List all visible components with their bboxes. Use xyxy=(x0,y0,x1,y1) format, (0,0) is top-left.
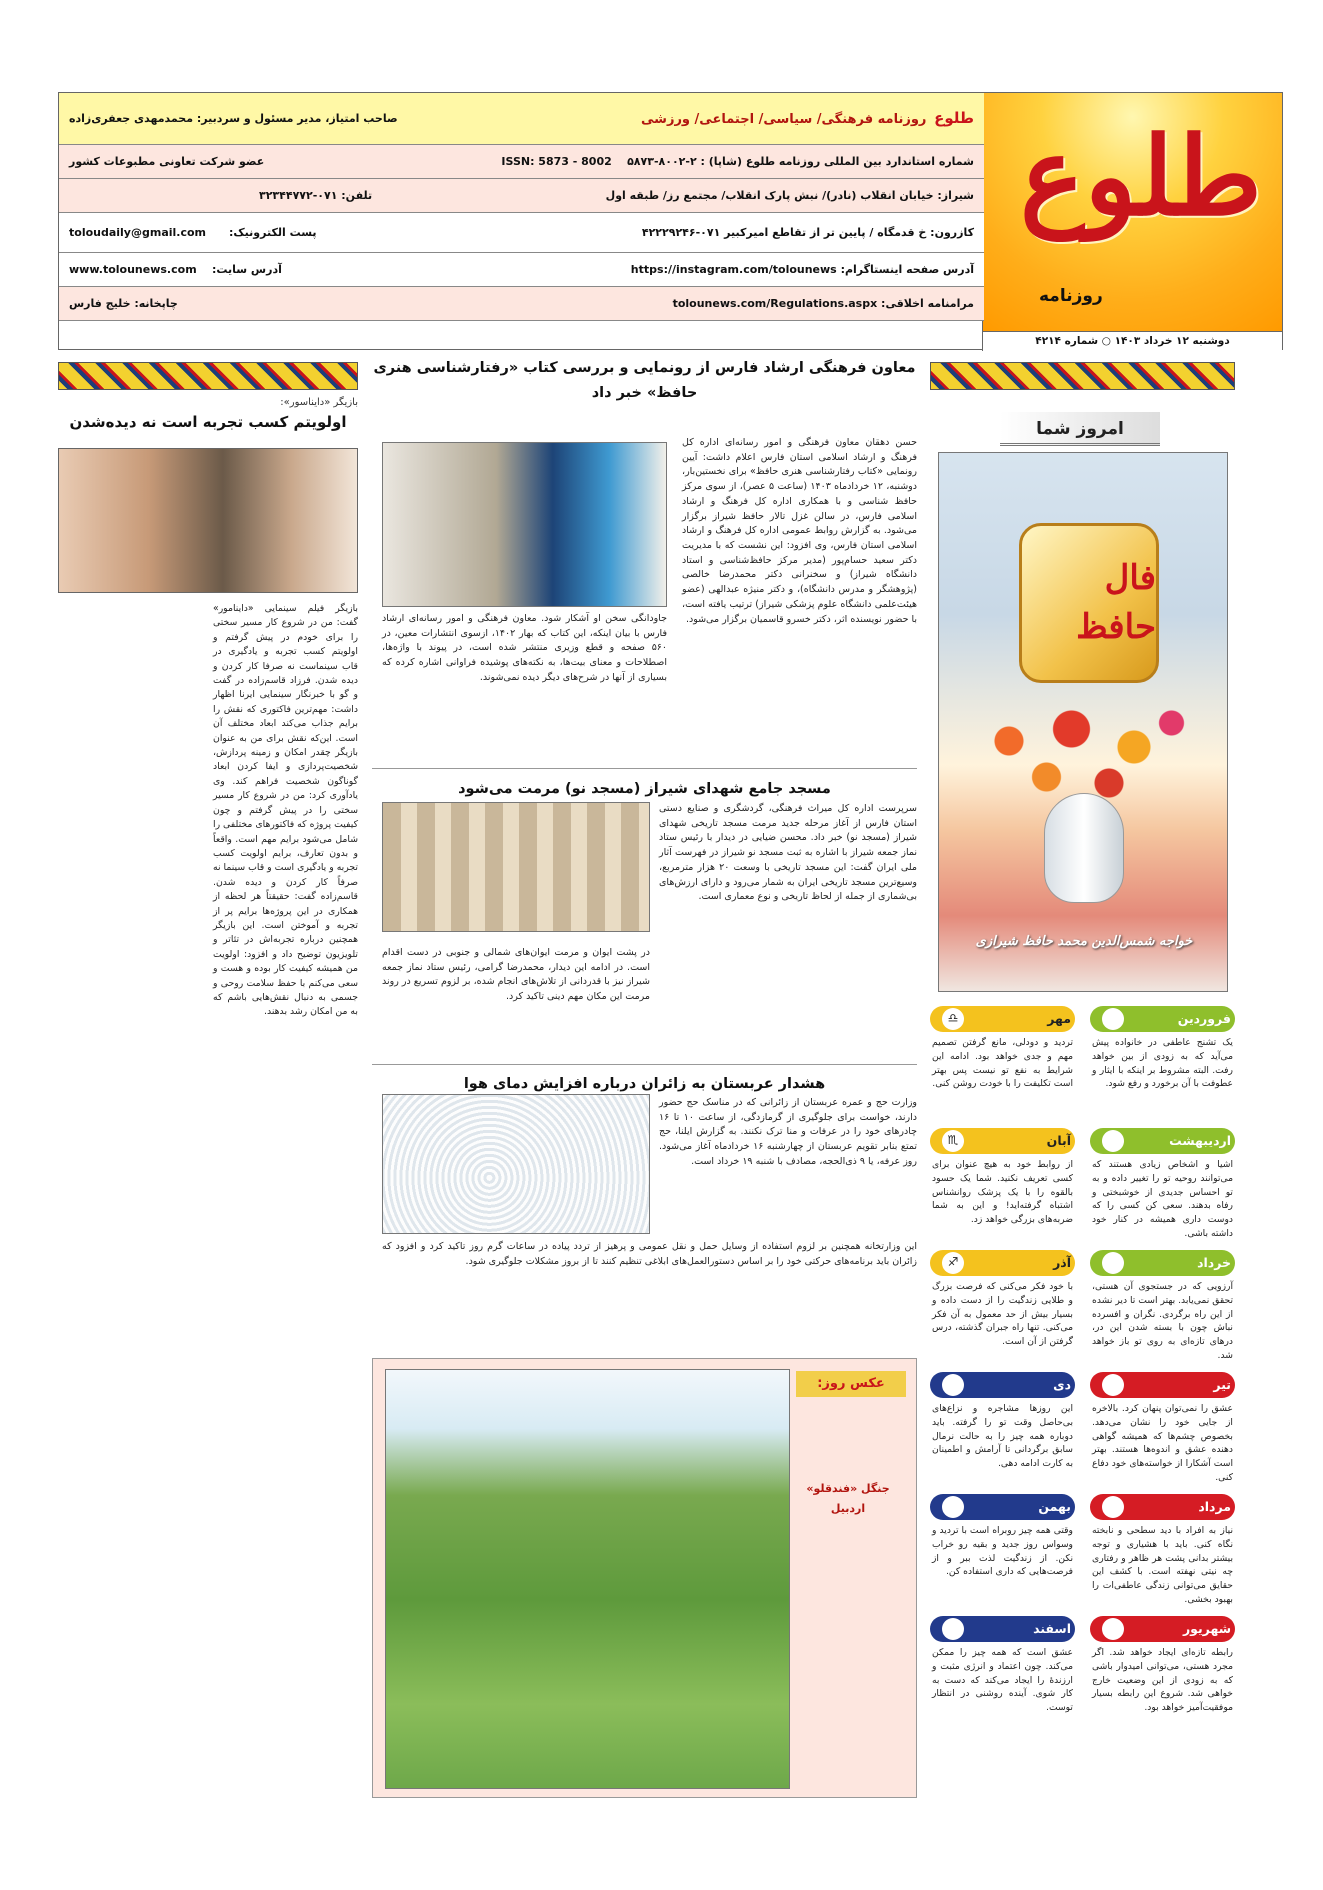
sign-name: اسفند xyxy=(1033,1620,1071,1636)
masthead-row-issn xyxy=(59,145,984,179)
member-line: عضو شرکت تعاونی مطبوعات کشور xyxy=(69,154,265,168)
sign-name: آبان xyxy=(1046,1132,1071,1148)
pilgrims-photo xyxy=(382,1094,650,1234)
fal-hafez-illustration xyxy=(938,452,1228,992)
sign-header xyxy=(1090,1372,1235,1398)
logo xyxy=(982,93,1282,331)
cancer-icon: ♋ xyxy=(1102,1374,1124,1396)
article-headline[interactable]: معاون فرهنگی ارشاد فارس از رونمایی و بررسی کتاب «رفتارشناسی هنری حافظ» خبر داد xyxy=(373,360,916,401)
mosque-photo xyxy=(382,802,650,932)
address-kazerun: کازرون: خ قدمگاه / پایین تر از تقاطع امیرکبیر ۰۷۱-۴۲۲۲۹۲۴۶ xyxy=(641,225,974,239)
phone: تلفن: ۰۷۱-۳۲۳۴۴۷۷۲ xyxy=(259,188,373,202)
issn-line: شماره استاندارد بین المللی روزنامه طلوع (شاپا) : ۲-۸۰۰۲-۵۸۷۳ xyxy=(627,154,974,168)
sign-text: با خود فکر می‌کنی که فرصت بزرگ و طلایی زندگیت را از دست داده و بسیار بیش از حد معمول به آن فکر می‌کنی. تنها راه جبران گذشته، درس گرفتن از آن است. xyxy=(932,1281,1073,1348)
ethics-link[interactable]: tolounews.com/Regulations.aspx xyxy=(672,296,878,310)
forest-landscape-photo xyxy=(385,1369,790,1789)
aries-icon: ♈ xyxy=(1102,1008,1124,1030)
article-headline[interactable]: مسجد جامع شهدای شیراز (مسجد نو) مرمت می‌شود xyxy=(458,781,831,797)
photo-day-title: عکس روز: xyxy=(796,1371,906,1397)
masthead xyxy=(58,92,1283,350)
sign-dey xyxy=(930,1372,1075,1494)
interview-column xyxy=(58,356,358,1804)
address-shiraz: شیراز: خیابان انقلاب (نادر)/ نبش پارک انقلاب/ مجتمع رز/ طبقه اول xyxy=(605,188,974,202)
sign-name: دی xyxy=(1053,1376,1071,1392)
sign-name: مرداد xyxy=(1198,1498,1231,1514)
sign-ordibehesht xyxy=(1090,1128,1235,1250)
pisces-icon: ♓ xyxy=(942,1618,964,1640)
email-label: پست الکترونیک: xyxy=(229,225,317,239)
sign-text: از روابط خود به هیچ عنوان برای کسی تعریف نکنید. شما یک حسود بالقوه را با یک پزشک روانشناس اشتباه گرفته‌اید! و این به شما ضربه‌های بزرگی خواهد زد. xyxy=(932,1159,1073,1226)
masthead-row-web xyxy=(59,253,984,287)
fal-signature: خواجه شمس‌الدین محمد حافظ شیرازی xyxy=(975,934,1193,949)
sign-header xyxy=(930,1128,1075,1154)
sign-header xyxy=(1090,1006,1235,1032)
article-body-continued: در پشت ایوان و مرمت ایوان‌های شمالی و جنوبی در دست اقدام است. در ادامه این دیدار، محمدرضا گرامی، رئیس ستاد نماز جمعه شیراز نیز با قدردانی از تلاش‌های انجام شده، بر لزوم تسریع در روند مرمت این مکان مهم دینی تاکید کرد. xyxy=(382,947,650,1003)
leo-icon: ♌ xyxy=(1102,1496,1124,1518)
photo-day-caption: جنگل «فندقلو» اردبیل xyxy=(806,1482,890,1515)
news-column xyxy=(372,356,917,1804)
gemini-icon: ♊ xyxy=(1102,1252,1124,1274)
capricorn-icon: ♑ xyxy=(942,1374,964,1396)
sign-header xyxy=(930,1006,1075,1032)
issue-date: دوشنبه ۱۲ خرداد ۱۴۰۳ ○ شماره ۴۲۱۴ xyxy=(982,331,1282,351)
article-body-continued: این وزارتخانه همچنین بر لزوم استفاده از وسایل حمل و نقل عمومی و پرهیز از تردد پیاده در ساعات گرم روز تاکید کرد و افزود که زائران باید برنامه‌های حرکتی خود را بر اساس دستورالعمل‌های ابلاغی تنظیم کنند تا از بروز مشکلات جلوگیری شود. xyxy=(382,1241,917,1267)
masthead-row-kazerun xyxy=(59,213,984,253)
sign-aban xyxy=(930,1128,1075,1250)
sign-name: بهمن xyxy=(1038,1498,1071,1514)
sign-text: اشیا و اشخاص زیادی هستند که می‌توانند روحیه تو را تغییر داده و به تو احساس جدیدی از خوشبختی و رفاه بدهند. سعی کن کسی را که دوست داری همیشه در کنار خود داشته باشی. xyxy=(1092,1159,1233,1239)
sign-farvardin xyxy=(1090,1006,1235,1128)
sign-esfand xyxy=(930,1616,1075,1738)
article-headline[interactable]: هشدار عربستان به زائران درباره افزایش دمای هوا xyxy=(463,1076,826,1092)
masthead-row-brand xyxy=(59,93,984,145)
divider xyxy=(372,1064,917,1065)
sign-text: نیاز به افراد با دید سطحی و نابخته نگاه کنی. باید با هشیاری و توجه بیشتر بدانی پشت هر ظاهر و رفتاری چه نیتی نهفته است. با کشف این حقایق می‌توانی زندگی عاطفی‌ات را بهبود بخشی. xyxy=(1092,1525,1233,1605)
sign-azar xyxy=(930,1250,1075,1372)
sign-header xyxy=(930,1494,1075,1520)
sign-text: عشق است که همه چیز را ممکن می‌کند. چون اعتماد و انرژی مثبت و ارزندهٔ را ایجاد می‌کند که دست به کار شوی. آینده روشنی در انتظار توست. xyxy=(932,1647,1073,1714)
owner-line: صاحب امتیاز، مدیر مسئول و سردبیر: محمدمهدی جعفری‌زاده xyxy=(69,111,398,125)
sign-text: رابطه تازه‌ای ایجاد خواهد شد. اگر مجرد هستی، می‌توانی امیدوار باشی که به زودی از این وضعیت خارج خواهی شد. شروع این رابطه بسیار موفقیت‌آمیز خواهد بود. xyxy=(1092,1647,1233,1714)
sign-name: مهر xyxy=(1047,1010,1071,1026)
sign-shahrivar xyxy=(1090,1616,1235,1738)
article-body: بازیگر فیلم سینمایی «داینامور» گفت: من در شروع کار مسیر سختی را برای خودم در پیش گرفتم و اولویتم کسب تجربه و یادگیری در قاب سینماست نه صرفا کار کردن و دیده شدن. فرزاد قاسم‌زاده در گفت و گو با خبرنگار سینمایی ایرنا اظهار داشت: مهم‌ترین فاکتوری که نقش را برایم جذاب می‌کند ابعاد مختلف آن است. این‌که نقش برای من به عنوان بازیگر چقدر امکان و زمینه پردازش، شخصیت‌پردازی و ایفا کردن ابعاد گوناگون شخصیت فراهم کند. وی یادآوری کرد: من در شروع کار مسیر سختی را در پیش گرفتم و چون کیفیت پروژه که فاکتورهای مختلفی را شامل می‌شود برایم مهم است. واقعاً و بدون تعارف، برایم اولویت کسب تجربه و یادگیری است و قاب سینما نه صرفاً کار کردن و دیده شدن. قاسم‌زاده گفت: حقیقتاً هر لحظه از همکاری در این پروژه‌ها برایم پر از تجربه و آموختن است. این بازیگر همچنین درباره تجربه‌اش در تئاتر و تلویزیون توضیح داد و افزود: اولویت من همیشه کیفیت کار بوده و هست و سعی می‌کنم با حفظ سلامت روحی و جسمی به دنبال نقش‌هایی باشم که به من امکان رشد بدهند. xyxy=(213,603,358,1018)
sign-name: شهریور xyxy=(1182,1620,1231,1636)
sign-text: تردید و دودلی، مانع گرفتن تصمیم مهم و جدی خواهد بود. ادامه این شرایط به نفع تو نیست پس بهتر است تکلیفت را با خودت روشن کنی. xyxy=(932,1037,1073,1090)
sagittarius-icon: ♐ xyxy=(942,1252,964,1274)
masthead-row-ethics xyxy=(59,287,984,321)
logo-text: طلوع xyxy=(1020,114,1262,240)
taurus-icon: ♉ xyxy=(1102,1130,1124,1152)
sign-header xyxy=(930,1372,1075,1398)
sign-text: آرزویی که در جستجوی آن هستی، تحقق نمی‌یابد. بهتر است تا دیر نشده از این راه برگردی. نگران و افسرده نباش چون با بسته شدن این در، درهای تازه‌ای به روی تو باز خواهد شد. xyxy=(1092,1281,1233,1361)
sign-header xyxy=(1090,1128,1235,1154)
vase-graphic xyxy=(1044,793,1124,903)
sign-text: یک تشنج عاطفی در خانواده پیش می‌آید که به زودی از بین خواهد رفت. البته مشروط بر اینکه با ایثار و عطوفت با آن برخورد و رفع شود. xyxy=(1092,1037,1233,1090)
photo-of-the-day xyxy=(372,1358,917,1798)
sign-header xyxy=(1090,1616,1235,1642)
sign-text: عشق را نمی‌توان پنهان کرد. بالاخره از جایی خود را نشان می‌دهد. بخصوص چشم‌ها که همیشه گواهی دهنده عشق و اندوه‌ها هستند. بهتر است آشکارا از خواسته‌های خود دفاع کنی. xyxy=(1092,1403,1233,1483)
sign-header xyxy=(1090,1494,1235,1520)
article-headline[interactable]: اولویتم کسب تجربه است نه دیده‌شدن xyxy=(69,413,347,431)
email-link[interactable]: toloudaily@gmail.com xyxy=(69,225,207,239)
sign-bahman xyxy=(930,1494,1075,1616)
decorative-pattern-left xyxy=(58,362,358,390)
sign-header xyxy=(930,1616,1075,1642)
sign-mordad xyxy=(1090,1494,1235,1616)
brand-sections: روزنامه فرهنگی/ سیاسی/ اجتماعی/ ورزشی xyxy=(641,111,927,127)
sign-mehr xyxy=(930,1006,1075,1128)
scorpio-icon: ♏ xyxy=(942,1130,964,1152)
sign-name: تیر xyxy=(1213,1376,1231,1392)
section-title: امروز شما xyxy=(1000,412,1160,446)
libra-icon: ♎ xyxy=(942,1008,964,1030)
ethics-label: مرامنامه اخلاقی: xyxy=(881,296,974,310)
masthead-row-address xyxy=(59,179,984,213)
site-label: آدرس سایت: xyxy=(211,262,282,276)
article-body: وزارت حج و عمره عربستان از زائرانی که در مناسک حج حضور دارند، خواست برای جلوگیری از گرمازدگی، از ساعت ۱۰ تا ۱۶ چادرهای خود را در عرفات و منا ترک نکنند. به گزارش ایلنا، حج تمتع بنابر تقویم عربستان از چهارشنبه ۱۶ خردادماه آغاز می‌شود. روز عرفه، یا ۹ ذی‌الحجه، مصادف با شنبه ۱۹ خرداد است. xyxy=(659,1097,918,1167)
divider xyxy=(372,768,917,769)
sign-header xyxy=(1090,1250,1235,1276)
article-body: سرپرست اداره کل میراث فرهنگی، گردشگری و صنایع دستی استان فارس از آغاز مرحله جدید مرمت مسجد تاریخی شهدای شیراز (مسجد نو) خبر داد. محسن ضیایی در دیدار با رئیس ستاد نماز جمعه شیراز با اشاره به ثبت مسجد نو شیراز در فهرست آثار ملی ایران گفت: این مسجد تاریخی با وسعت ۲۰ هزار مترمربع، وسیع‌ترین مسجد تاریخی ایران به شمار می‌رود و دارای ارزش‌های بی‌شماری از جمله از لحاظ تاریخی و نوع معماری است. xyxy=(659,803,917,903)
horoscope-column xyxy=(930,356,1235,1804)
sign-text: وقتی همه چیز روبراه است با تردید و وسواس روز جدید و بقیه رو خراب نکن. از زندگیت لذت ببر و از فرصت‌هایی که داری استفاده کن. xyxy=(932,1525,1073,1578)
article-body-continued: جاودانگی سخن او آشکار شود. معاون فرهنگی و امور رسانه‌ای ارشاد فارس با بیان اینکه، این کتاب که بهار ۱۴۰۲، ازسوی انتشارات معین، در ۵۶۰ صفحه و قطع وزیری منتشر شده است، در پیوند با واژه‌ها، اصطلاحات و معنای بیت‌ها، به نکته‌های پوشیده فراوانی اشاره کرده که بسیاری از آنها در شرح‌های دیگر دیده نمی‌شوند. xyxy=(382,613,667,683)
fal-title: فال حافظ xyxy=(1019,523,1159,683)
instagram-link[interactable]: https://instagram.com/tolounews xyxy=(630,262,837,276)
virgo-icon: ♍ xyxy=(1102,1618,1124,1640)
sign-text: این روزها مشاجره و نزاع‌های بی‌حاصل وقت تو را گرفته. باید دوباره همه چیز را به حالت نرمال سابق برگردانی تا آرامش و اطمینان به کارت ادامه دهی. xyxy=(932,1403,1073,1470)
logo-subtitle: روزنامه xyxy=(1039,286,1103,307)
section-header xyxy=(1000,412,1160,446)
sign-name: اردیبهشت xyxy=(1169,1132,1231,1148)
book-unveiling-photo xyxy=(382,442,667,607)
article-kicker: بازیگر «دایناسور»: xyxy=(280,397,358,408)
sign-khordad xyxy=(1090,1250,1235,1372)
decorative-pattern-right xyxy=(930,362,1235,390)
instagram-label: آدرس صفحه اینستاگرام: xyxy=(840,262,974,276)
sign-name: خرداد xyxy=(1197,1254,1231,1270)
sign-name: آذر xyxy=(1053,1254,1071,1270)
brand-name: طلوع xyxy=(934,108,974,127)
sign-header xyxy=(930,1250,1075,1276)
aquarius-icon: ♒ xyxy=(942,1496,964,1518)
film-still-photo xyxy=(58,448,358,593)
article-body: حسن دهقان معاون فرهنگی و امور رسانه‌ای اداره کل فرهنگ و ارشاد اسلامی استان فارس اعلام داشت: آیین رونمایی «کتاب رفتارشناسی هنری حافظ» برای نخستین‌بار، دوشنبه، ۱۲ خردادماه ۱۴۰۳ (ساعت ۵ عصر)، از سوی مرکز حافظ شناسی و با همکاری اداره کل فرهنگ و ارشاد اسلامی فارس، در سالن غزل تالار حافظ شیراز برگزار می‌شود. به گزارش روابط عمومی اداره کل فرهنگ و ارشاد اسلامی استان فارس، وی افزود: این نشست که با مدیریت دکتر سعید حسام‌پور (مدیر مرکز حافظ‌شناسی و استاد دانشگاه شیراز) و سخنرانی دکتر محمدرضا خالصی (پژوهشگر و مدرس دانشگاه)، و دکتر منیژه عبدالهی (عضو هیئت‌علمی دانشگاه علوم پزشکی شیراز) ترتیب یافته است، با حضور نویسنده اثر، دکتر خسرو قاسمیان برگزار می‌شود. xyxy=(682,437,917,625)
printing-house: چاپخانه: خلیج فارس xyxy=(69,296,178,310)
site-link[interactable]: www.tolounews.com xyxy=(69,262,197,276)
issn-code: ISSN: 5873 - 8002 xyxy=(501,154,612,168)
sign-name: فروردین xyxy=(1177,1010,1231,1026)
sign-tir xyxy=(1090,1372,1235,1494)
